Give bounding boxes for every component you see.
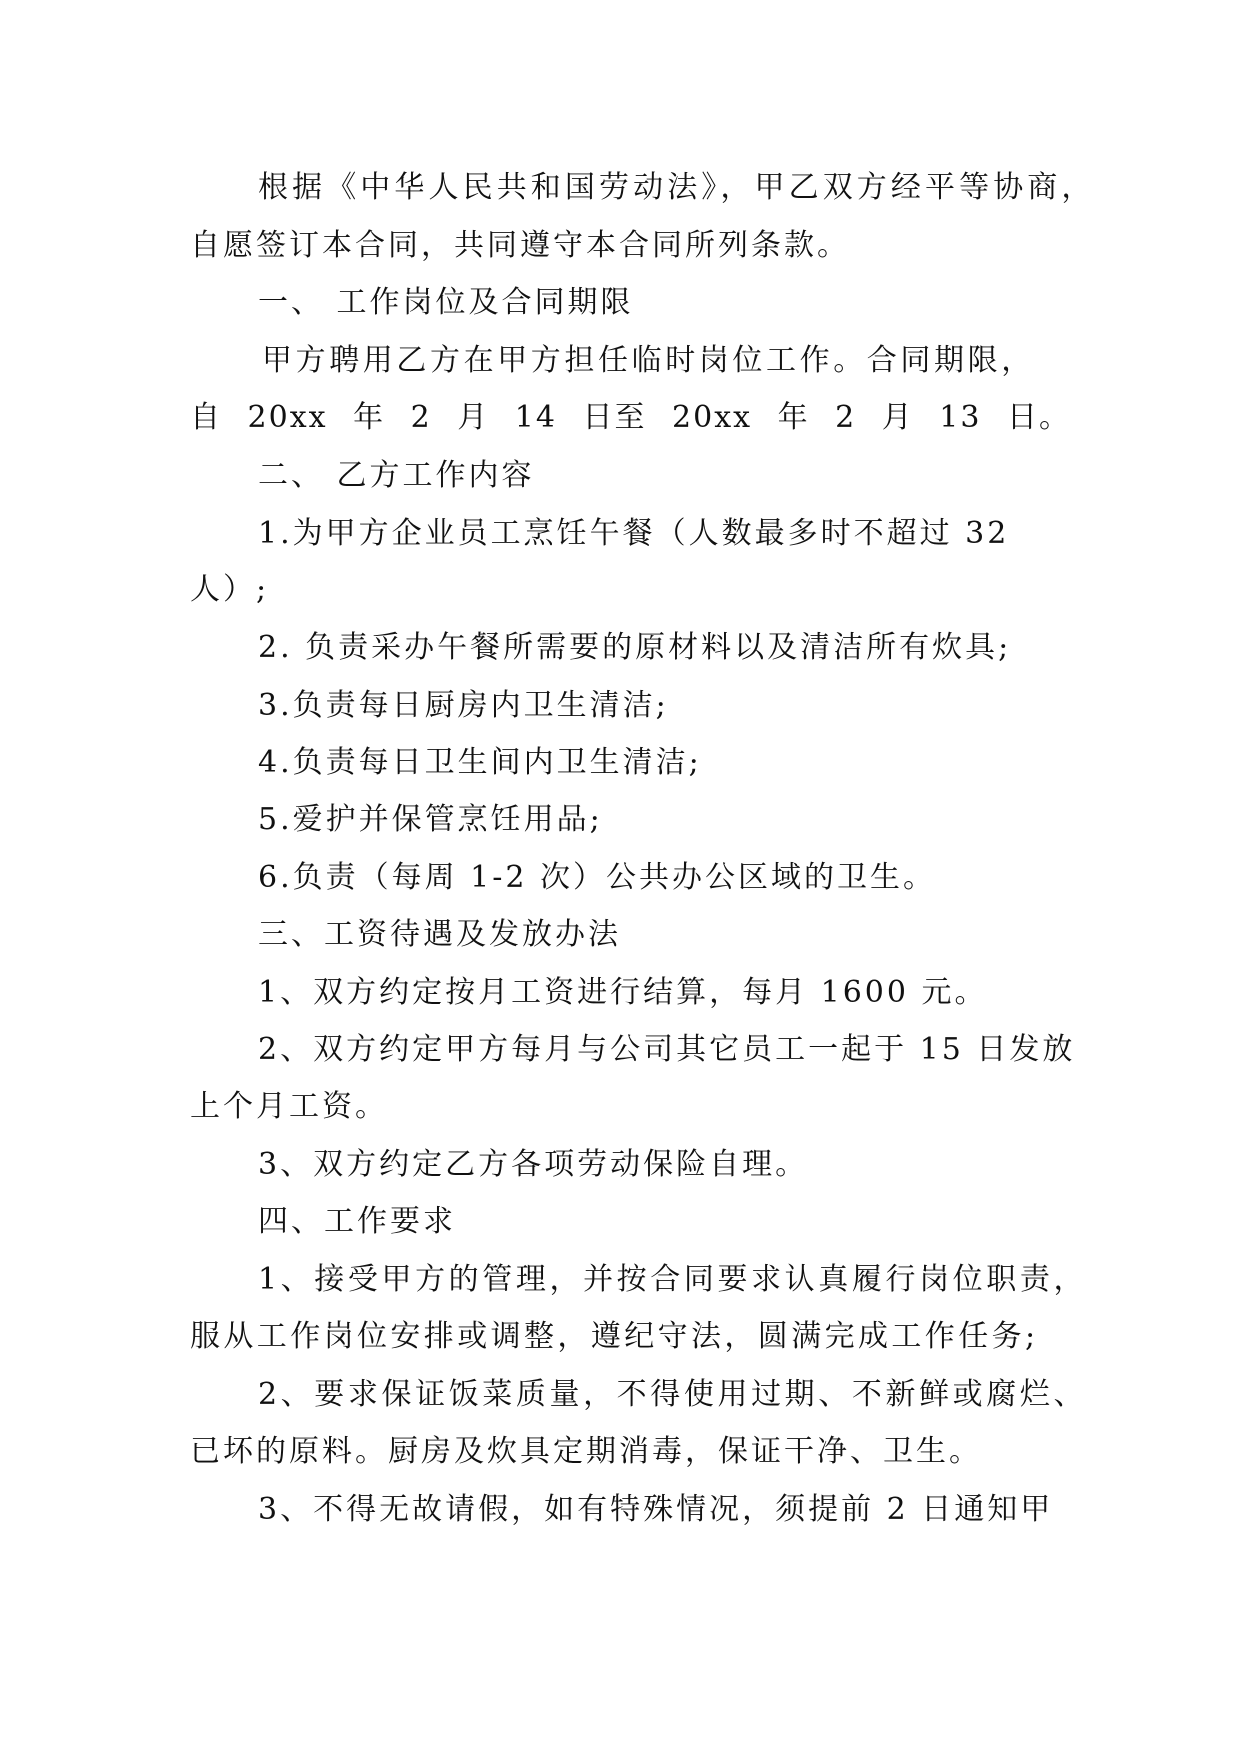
section-heading-1: 一、 工作岗位及合同期限 <box>258 285 634 320</box>
section-2-item-2: 2. 负责采办午餐所需要的原材料以及清洁所有炊具; <box>258 630 1012 665</box>
section-4-item-2-line-2: 已坏的原料。厨房及炊具定期消毒，保证干净、卫生。 <box>190 1434 982 1469</box>
section-heading-4: 四、工作要求 <box>258 1204 456 1239</box>
section-4-item-1-line-1: 1、接受甲方的管理，并按合同要求认真履行岗位职责， <box>258 1262 1088 1297</box>
section-3-item-1: 1、双方约定按月工资进行结算，每月 1600 元。 <box>258 975 988 1010</box>
section-2-item-3: 3.负责每日厨房内卫生清洁; <box>258 688 669 723</box>
section-3-item-2-line-2: 上个月工资。 <box>190 1089 388 1124</box>
section-2-item-1-line-1: 1.为甲方企业员工烹饪午餐（人数最多时不超过 32 <box>258 516 1010 551</box>
paragraph-intro-line-1: 根据《中华人民共和国劳动法》，甲乙双方经平等协商， <box>258 170 1096 205</box>
section-3-item-2-line-1: 2、双方约定甲方每月与公司其它员工一起于 15 日发放 <box>258 1032 1076 1067</box>
section-2-item-4: 4.负责每日卫生间内卫生清洁; <box>258 745 702 780</box>
section-4-item-3-line-1: 3、不得无故请假，如有特殊情况，须提前 2 日通知甲 <box>258 1492 1054 1527</box>
section-3-item-3: 3、双方约定乙方各项劳动保险自理。 <box>258 1147 809 1182</box>
section-4-item-1-line-2: 服从工作岗位安排或调整，遵纪守法，圆满完成工作任务; <box>190 1319 1039 1354</box>
section-1-text-line-1: 甲方聘用乙方在甲方担任临时岗位工作。合同期限， <box>262 343 1035 378</box>
section-2-item-6: 6.负责（每周 1-2 次）公共办公区域的卫生。 <box>258 860 937 895</box>
paragraph-intro-line-2: 自愿签订本合同，共同遵守本合同所列条款。 <box>190 228 850 263</box>
section-2-item-5: 5.爱护并保管烹饪用品; <box>258 802 603 837</box>
section-4-item-2-line-1: 2、要求保证饭菜质量，不得使用过期、不新鲜或腐烂、 <box>258 1377 1088 1412</box>
section-2-item-1-line-2: 人）; <box>190 572 270 607</box>
section-1-text-line-2: 自 20xx 年 2 月 14 日至 20xx 年 2 月 13 日。 <box>190 400 1071 435</box>
section-heading-2: 二、 乙方工作内容 <box>258 458 535 493</box>
section-heading-3: 三、工资待遇及发放办法 <box>258 917 621 952</box>
